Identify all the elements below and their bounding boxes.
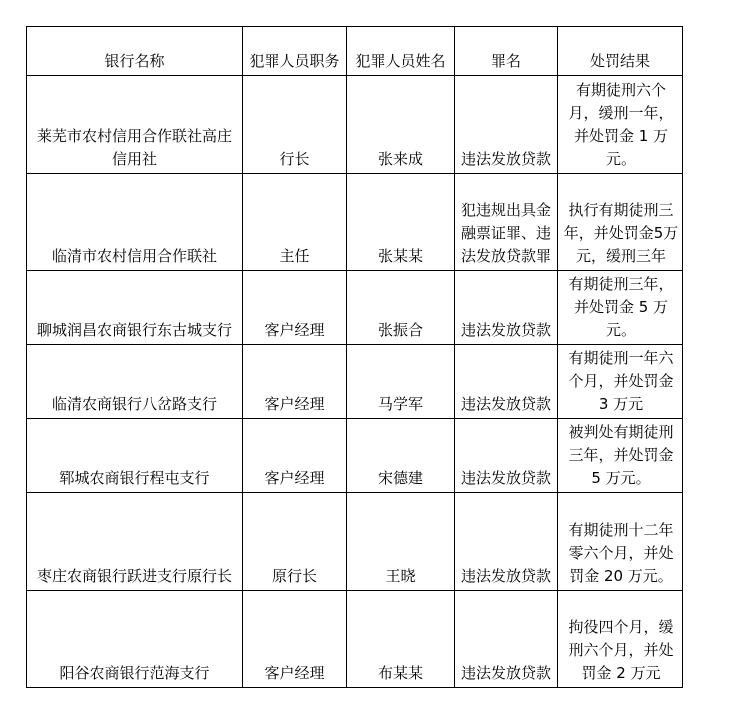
cell-crime: 违法发放贷款 [455, 345, 558, 419]
table-row [27, 76, 683, 174]
cell-person-name: 张振合 [347, 271, 455, 345]
cell-person-name: 张来成 [347, 76, 455, 174]
cell-penalty: 被判处有期徒刑三年，并处罚金 5 万元。 [558, 419, 683, 493]
cell-penalty: 拘役四个月，缓刑六个月，并处罚金 2 万元 [558, 591, 683, 688]
cell-crime: 违法发放贷款 [455, 493, 558, 591]
cell-bank-name: 枣庄农商银行跃进支行原行长 [27, 493, 243, 591]
cell-person-name: 马学军 [347, 345, 455, 419]
cell-position: 客户经理 [243, 345, 347, 419]
header-person-name: 犯罪人员姓名 [347, 27, 455, 76]
cell-penalty: 有期徒刑一年六个月，并处罚金 3 万元 [558, 345, 683, 419]
cell-bank-name: 莱芜市农村信用合作联社高庄信用社 [27, 76, 243, 174]
cell-bank-name: 临清市农村信用合作联社 [27, 174, 243, 271]
cell-position: 客户经理 [243, 419, 347, 493]
table-header-row [27, 27, 683, 76]
cell-person-name: 张某某 [347, 174, 455, 271]
header-position: 犯罪人员职务 [243, 27, 347, 76]
cell-penalty: 有期徒刑三年，并处罚金 5 万元。 [558, 271, 683, 345]
header-bank-name: 银行名称 [27, 27, 243, 76]
penalty-table [26, 26, 683, 688]
cell-bank-name: 临清农商银行八岔路支行 [27, 345, 243, 419]
header-crime: 罪名 [455, 27, 558, 76]
cell-position: 客户经理 [243, 271, 347, 345]
cell-crime: 违法发放贷款 [455, 591, 558, 688]
cell-crime: 违法发放贷款 [455, 271, 558, 345]
cell-position: 原行长 [243, 493, 347, 591]
table-row [27, 591, 683, 688]
cell-position: 客户经理 [243, 591, 347, 688]
cell-position: 行长 [243, 76, 347, 174]
cell-bank-name: 郓城农商银行程屯支行 [27, 419, 243, 493]
cell-position: 主任 [243, 174, 347, 271]
table-row [27, 174, 683, 271]
cell-bank-name: 阳谷农商银行范海支行 [27, 591, 243, 688]
penalty-table-container [26, 26, 683, 688]
table-row [27, 345, 683, 419]
header-penalty: 处罚结果 [558, 27, 683, 76]
cell-penalty: 执行有期徒刑三年，并处罚金5万元，缓刑三年 [558, 174, 683, 271]
table-row [27, 419, 683, 493]
cell-person-name: 王晓 [347, 493, 455, 591]
table-row [27, 493, 683, 591]
cell-crime: 违法发放贷款 [455, 76, 558, 174]
cell-person-name: 布某某 [347, 591, 455, 688]
cell-penalty: 有期徒刑十二年零六个月，并处罚金 20 万元。 [558, 493, 683, 591]
cell-person-name: 宋德建 [347, 419, 455, 493]
cell-crime: 违法发放贷款 [455, 419, 558, 493]
table-row [27, 271, 683, 345]
cell-penalty: 有期徒刑六个月，缓刑一年，并处罚金 1 万元。 [558, 76, 683, 174]
cell-bank-name: 聊城润昌农商银行东古城支行 [27, 271, 243, 345]
cell-crime: 犯违规出具金融票证罪、违法发放贷款罪 [455, 174, 558, 271]
